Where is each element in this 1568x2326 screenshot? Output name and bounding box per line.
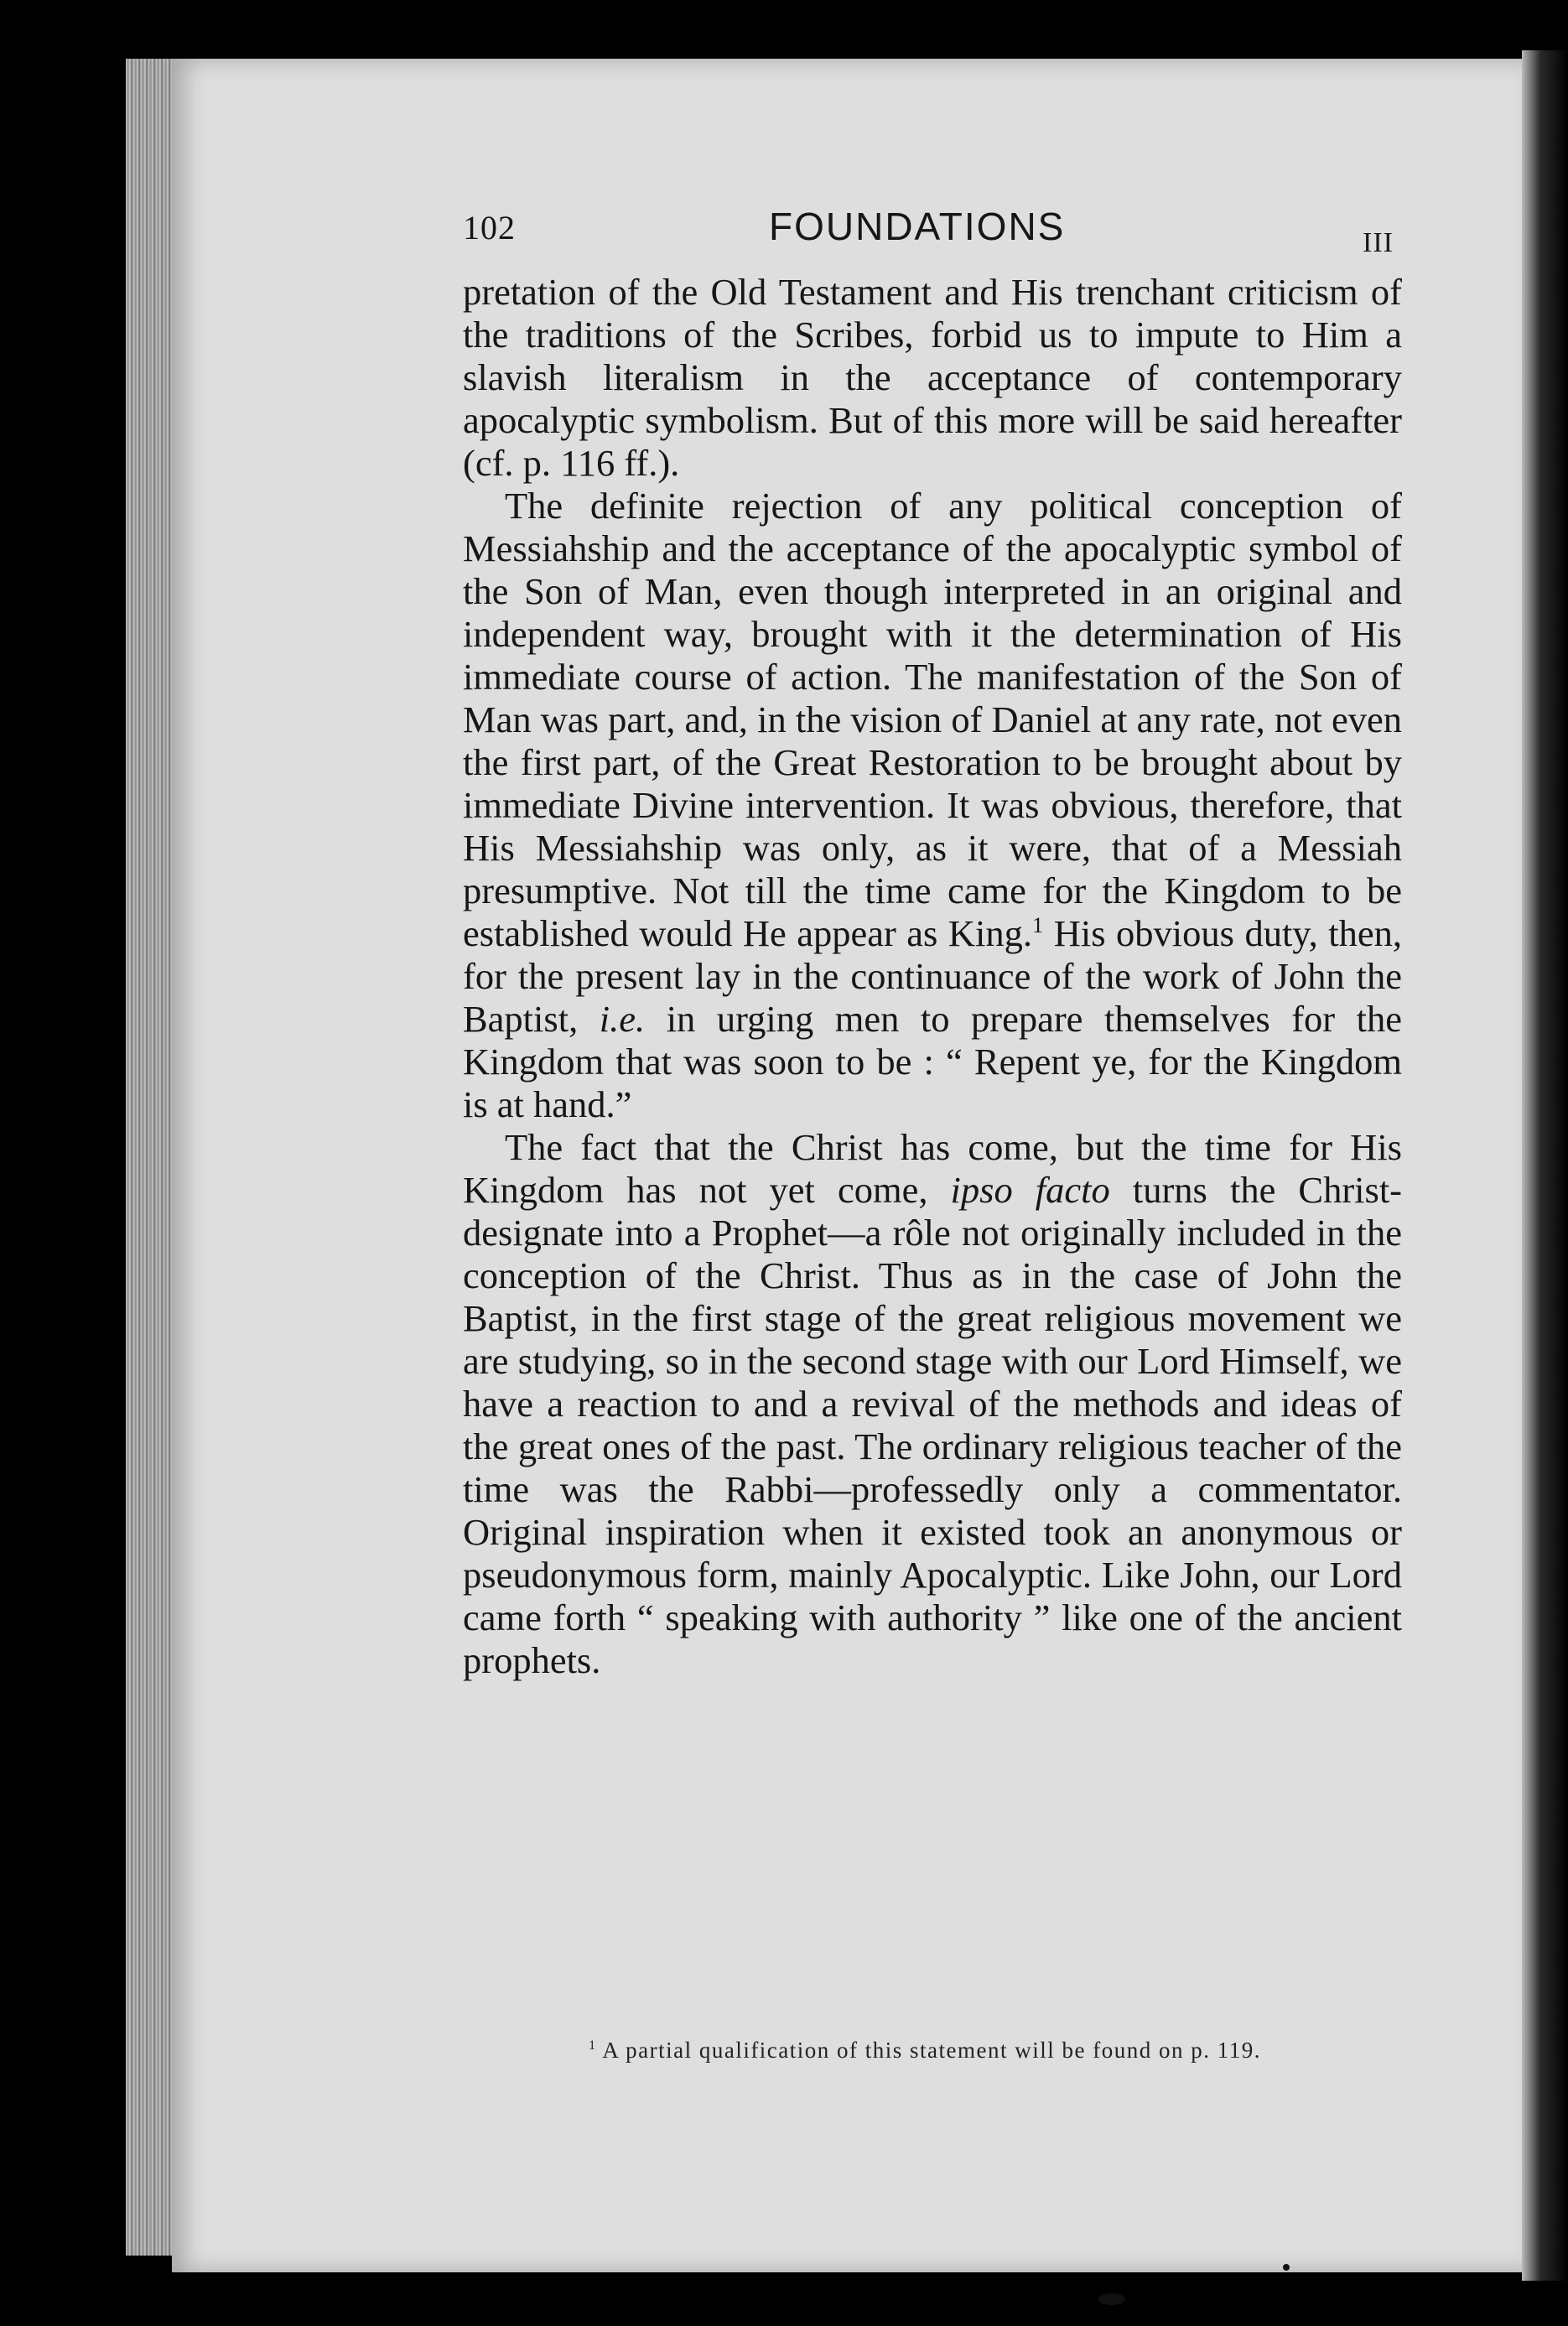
italic-phrase: ipso facto (950, 1169, 1110, 1211)
paragraph (463, 1126, 1402, 1682)
page-right-edge (1522, 50, 1568, 2281)
paragraph-text: turns the Christ-designate into a Prophet—a rôle not originally included in the conception of the Christ. Thus as in the case of John the Baptist, in the first stage of the great religious movement we are studying, so in the second stage with our Lord Himself, we have a reaction to and a revival of the methods and ideas of the great ones of the past. The ordinary religious teacher of the time was the Rabbi—professedly only a commentator. Original inspiration when it existed took an anonymous or pseudonymous form, mainly Apocalyptic. Like John, our Lord came forth “ speaking with authority ” like one of the ancient prophets. (463, 1169, 1403, 1681)
running-head (270, 204, 1394, 258)
secondary-page-number: III (1363, 227, 1394, 258)
page-content (270, 204, 1403, 2063)
paragraph-text: The definite rejection of any political conception of Messiahship and the acceptance of the apocalyptic symbol of the Son of Man, even though interpreted in an original and independent way, brought with it the determination of His immediate course of action. The manifestation of the Son of Man was part, and, in the vision of Daniel at any rate, not even the first part, of the Great Restoration to be brought about by immediate Divine intervention. It was obvious, therefore, that His Messiahship was only, as it were, that of a Messiah presumptive. Not till the time came for the Kingdom to be established would He appear as King. (463, 485, 1402, 954)
footnote-text: A partial qualification of this statement will be found on p. 119. (602, 2038, 1261, 2063)
paragraph-text: in urging men to prepare themselves for the Kingdom that was soon to be : “ Repent ye, for the Kingdom is at hand.” (463, 998, 1403, 1125)
footnote (589, 2038, 1427, 2064)
footnote-reference: 1 (1031, 912, 1044, 938)
footnote-marker: 1 (589, 2038, 597, 2053)
page-number: 102 (463, 209, 516, 247)
paragraph-text: The fact that the Christ has come, but the time for His Kingdom has not yet come, (463, 1126, 1402, 1211)
paragraph (463, 485, 1402, 1126)
paragraph: pretation of the Old Testament and His trenchant criticism of the traditions of the Scribes, forbid us to impute to Him a slavish literalism in the acceptance of contemporary apocalyptic symbolism. But of this more will be said hereafter (cf. p. 116 ff.). (463, 271, 1402, 484)
italic-abbreviation: i.e. (599, 998, 646, 1040)
book-binding-edge (126, 59, 176, 2256)
scan-speck (1283, 2264, 1290, 2271)
body-text (463, 271, 1402, 1682)
scan-speck (1098, 2293, 1125, 2305)
running-title: FOUNDATIONS (769, 205, 1066, 248)
paragraph-text: His obvious duty, then, for the present lay in the continuance of the work of John the Baptist, (463, 912, 1402, 1040)
